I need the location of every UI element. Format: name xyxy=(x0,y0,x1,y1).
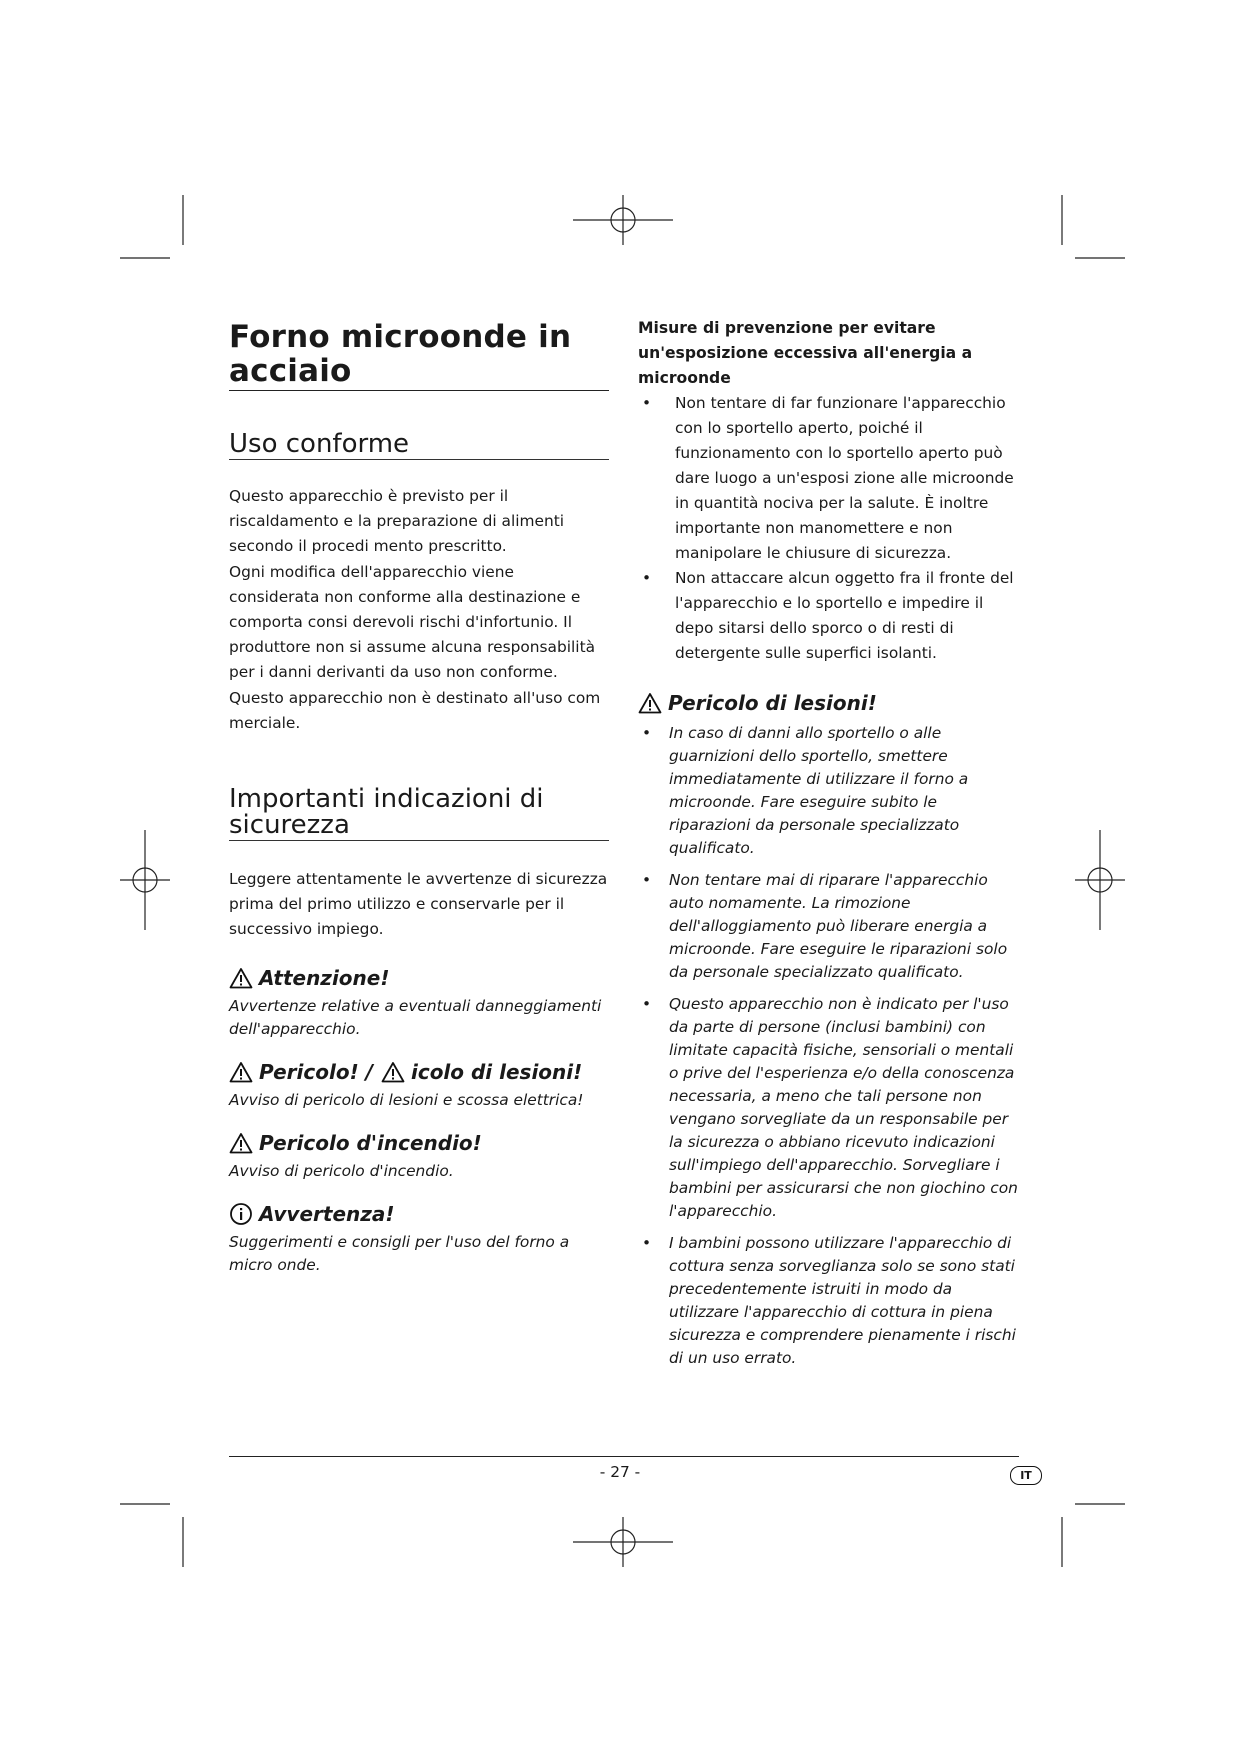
legend-desc: Avviso di pericolo d'incendio. xyxy=(229,1161,454,1180)
legend-desc: Avvertenze relative a eventuali danneggiamenti dell'apparecchio. xyxy=(229,996,602,1038)
lesioni-heading: Pericolo di lesioni! xyxy=(668,691,877,715)
misure-heading: Misure di prevenzione per evitare un'esposizione eccessiva all'energia a microonde xyxy=(638,319,973,387)
legend-desc: Avviso di pericolo di lesioni e scossa elettrica! xyxy=(229,1090,584,1109)
lesioni-list xyxy=(638,722,1018,1370)
page-number: - 27 - xyxy=(599,1463,641,1481)
uso-body xyxy=(229,484,609,736)
warning-triangle-icon xyxy=(229,1132,253,1154)
warning-triangle-icon xyxy=(381,1061,405,1083)
list-item: • In caso di danni allo sportello o alle guarnizioni dello sportello, smettere immediatamente di utilizzare il forno a microonde. Fare eseguire subito le riparazioni da personale specializzato qualificato. xyxy=(638,722,1018,860)
list-item: • I bambini possono utilizzare l'apparecchio di cottura senza sorveglianza solo se sono stati precedentemente istruiti in modo da utilizzare l'apparecchio di cottura in piena sicurezza e comprendere pienamente i rischi di un uso errato. xyxy=(638,1232,1018,1370)
legend-item-pericolo xyxy=(229,1059,609,1112)
warning-triangle-icon xyxy=(229,1061,253,1083)
list-item: • Non tentare di far funzionare l'apparecchio con lo sportello aperto, poiché il funzionamento con lo sportello aperto può dare luogo a un'esposi zione alle microonde in quantità nociva per la salute. È inoltre importante non manomettere e non manipolare le chiusure di sicurezza. xyxy=(638,391,1018,566)
list-item: • Non tentare mai di riparare l'apparecchio auto nomamente. La rimozione dell'alloggiamento può liberare energia a microonde. Fare eseguire le riparazioni solo da personale specializzato qualificato. xyxy=(638,869,1018,984)
language-badge: IT xyxy=(1010,1466,1042,1485)
warning-triangle-icon xyxy=(638,692,662,714)
list-item: • Questo apparecchio non è indicato per l'uso da parte di persone (inclusi bambini) con limitate capacità fisiche, sensoriali o mentali o prive del l'esperienza e/o della conoscenza necessaria, a meno che tali persone non vengano sorvegliate da un responsabile per la sicurezza o abbiano ricevuto indicazioni sull'impiego dell'apparecchio. Sorvegliare i bambini per assicurarsi che non giochino con l'apparecchio. xyxy=(638,993,1018,1223)
legend-title: Avvertenza! xyxy=(259,1201,395,1226)
legend-title-a: Pericolo! / xyxy=(259,1059,373,1084)
left-column xyxy=(229,320,609,1277)
paragraph: Questo apparecchio è previsto per il riscaldamento e la preparazione di alimenti secondo il procedi mento prescritto. xyxy=(229,487,565,556)
safety-intro: Leggere attentamente le avvertenze di sicurezza prima del primo utilizzo e conservarle per il successivo impiego. xyxy=(229,870,608,939)
misure-list xyxy=(638,391,1018,666)
section-heading-sicurezza: Importanti indicazioni di sicurezza xyxy=(229,786,609,841)
paragraph: Questo apparecchio non è destinato all'uso com merciale. xyxy=(229,688,601,732)
section-heading-uso: Uso conforme xyxy=(229,431,609,460)
info-circle-icon xyxy=(229,1202,253,1226)
warning-triangle-icon xyxy=(229,967,253,989)
footer-divider xyxy=(229,1456,1019,1457)
legend-desc: Suggerimenti e consigli per l'uso del forno a micro onde. xyxy=(229,1232,570,1274)
legend-title: Attenzione! xyxy=(259,965,390,990)
legend-item-incendio xyxy=(229,1130,609,1183)
page-title: Forno microonde in acciaio xyxy=(229,320,609,391)
right-column xyxy=(638,316,1018,1379)
legend-title-b: icolo di lesioni! xyxy=(410,1059,583,1084)
legend-title: Pericolo d'incendio! xyxy=(259,1130,482,1155)
legend-item-attenzione xyxy=(229,965,609,1041)
legend-item-avvertenza xyxy=(229,1201,609,1277)
list-item: • Non attaccare alcun oggetto fra il fronte del l'apparecchio e lo sportello e impedire il depo sitarsi dello sporco o di resti di detergente sulle superfici isolanti. xyxy=(638,566,1018,666)
paragraph: Ogni modifica dell'apparecchio viene considerata non conforme alla destinazione e comporta consi derevoli rischi d'infortunio. Il produttore non si assume alcuna responsabilità per i danni derivanti da uso non conforme. xyxy=(229,562,596,682)
